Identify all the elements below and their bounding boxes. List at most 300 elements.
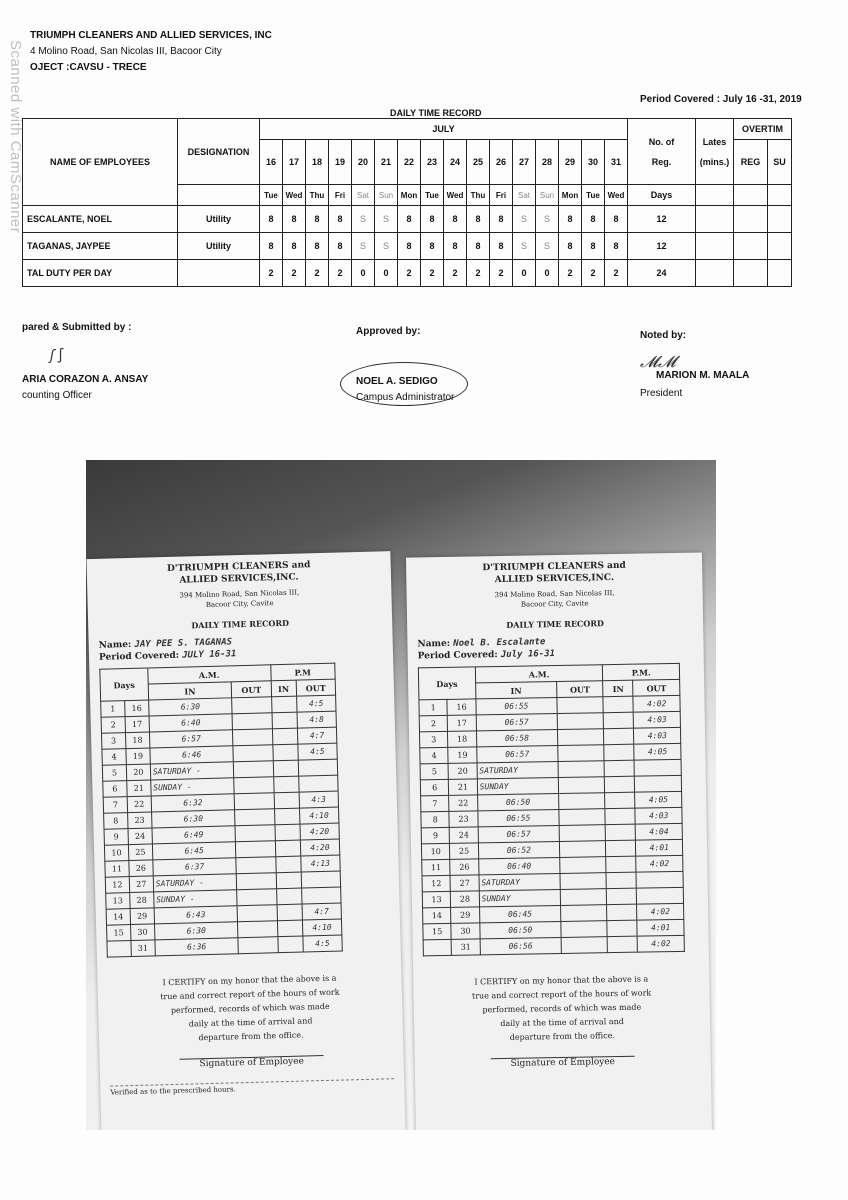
hours-cell: 8 xyxy=(559,206,582,233)
card-cell: 06:40 xyxy=(478,857,560,874)
date-26: 26 xyxy=(490,140,513,185)
hours-cell: 8 xyxy=(306,206,329,233)
card-cell: 18 xyxy=(448,731,477,747)
card-cell: 22 xyxy=(127,796,151,813)
card-cell: 25 xyxy=(450,843,479,859)
card-cell: 28 xyxy=(130,892,154,909)
card-cell: 7 xyxy=(103,797,127,814)
card-cell: SUNDAY - xyxy=(150,778,234,796)
card-cell xyxy=(237,873,277,890)
hours-cell: 8 xyxy=(444,233,467,260)
noted-role: President xyxy=(640,388,683,399)
approved-label: Approved by: xyxy=(356,326,421,337)
card-cell xyxy=(560,857,607,874)
card-cell: 4 xyxy=(420,747,449,763)
card-cell: 15 xyxy=(107,925,131,942)
date-17: 17 xyxy=(283,140,306,185)
prepared-role: counting Officer xyxy=(22,390,92,401)
total-ot-reg xyxy=(734,260,768,287)
col-lates-header: Lates (mins.) xyxy=(696,119,734,185)
total-cell: 0 xyxy=(536,260,559,287)
card-out-header: OUT xyxy=(296,679,336,696)
hours-cell: 8 xyxy=(283,233,306,260)
weekday-25: Thu xyxy=(467,185,490,206)
card-cell: 4:20 xyxy=(300,839,340,856)
card-cell: 30 xyxy=(451,923,480,939)
weekday-18: Thu xyxy=(306,185,329,206)
card-cell: 24 xyxy=(450,827,479,843)
card-cell: 24 xyxy=(128,828,152,845)
hours-cell: 8 xyxy=(260,233,283,260)
weekday-20: Sat xyxy=(352,185,375,206)
card-am-header: A.M. xyxy=(148,665,271,684)
card-cell: SUNDAY xyxy=(479,889,561,906)
card-day-row xyxy=(423,935,684,956)
card-cell: 8 xyxy=(104,813,128,830)
card-cell: 18 xyxy=(125,732,149,749)
card-cell xyxy=(237,905,277,922)
card-address-line2: Bacoor City, Cavite xyxy=(520,599,589,609)
total-cell: 2 xyxy=(559,260,582,287)
total-cell: 2 xyxy=(605,260,628,287)
card-cell: 06:57 xyxy=(478,825,560,842)
card-cell: 06:57 xyxy=(476,714,558,731)
card-cell: 6:57 xyxy=(149,730,233,748)
card-period-value: JULY 16-31 xyxy=(182,649,237,661)
reg-days: 12 xyxy=(628,206,696,233)
weekday-16: Tue xyxy=(260,185,283,206)
card-cell: 4:7 xyxy=(297,727,337,744)
card-cell xyxy=(232,697,272,714)
card-cell: 10 xyxy=(421,843,450,859)
card-cell xyxy=(607,904,637,921)
card-cell xyxy=(233,729,273,746)
ot-su-cell xyxy=(768,206,792,233)
total-days: 24 xyxy=(628,260,696,287)
card-cell: 6:43 xyxy=(154,906,238,924)
card-cell xyxy=(273,760,299,777)
total-lates xyxy=(696,260,734,287)
card-cell: 4:02 xyxy=(636,855,683,872)
approved-role: Campus Administrator xyxy=(356,392,455,403)
card-cert-line: daily at the time of arrival and xyxy=(500,1016,624,1029)
card-cell: 4:02 xyxy=(638,935,685,952)
card-cell xyxy=(561,937,608,954)
card-cell: 8 xyxy=(421,811,450,827)
card-in-header: IN xyxy=(603,680,633,697)
card-in-header: IN xyxy=(475,682,557,699)
card-cell xyxy=(274,792,300,809)
card-cell: 23 xyxy=(127,812,151,829)
card-period-label: Period Covered: xyxy=(417,650,498,662)
card-cert-line: true and correct report of the hours of work xyxy=(160,987,340,1002)
employee-designation: Utility xyxy=(178,206,260,233)
card-cell: SATURDAY xyxy=(479,873,561,890)
hours-cell: S xyxy=(536,206,559,233)
card-cell: 13 xyxy=(422,891,451,907)
card-cell: 4:10 xyxy=(299,807,339,824)
card-cell: SATURDAY xyxy=(477,762,559,779)
card-cert-line: departure from the office. xyxy=(509,1031,616,1042)
noted-name: MARION M. MAALA xyxy=(656,370,750,381)
col-no-of-header: No. of Reg. xyxy=(628,119,696,185)
hours-cell: S xyxy=(513,206,536,233)
card-cell xyxy=(604,744,634,761)
card-cell xyxy=(605,776,635,793)
card-cell xyxy=(275,856,301,873)
prepared-name: ARIA CORAZON A. ANSAY xyxy=(22,374,149,385)
card-cell: 26 xyxy=(129,860,153,877)
card-cell xyxy=(272,728,298,745)
lates-cell xyxy=(696,206,734,233)
card-cell xyxy=(559,841,606,858)
company-name: TRIUMPH CLEANERS AND ALLIED SERVICES, INC xyxy=(30,30,272,41)
hours-cell: 8 xyxy=(582,206,605,233)
card-cell: 4 xyxy=(102,749,126,766)
card-cell xyxy=(635,775,682,792)
card-cert-line: performed, records of which was made xyxy=(482,1002,642,1015)
card-cell: 4:03 xyxy=(634,711,681,728)
card-time-table xyxy=(99,663,342,958)
card-cell xyxy=(604,712,634,729)
hours-cell: 8 xyxy=(559,233,582,260)
total-cell: 2 xyxy=(421,260,444,287)
hours-cell: 8 xyxy=(306,233,329,260)
hours-cell: 8 xyxy=(605,206,628,233)
card-cell: 23 xyxy=(449,811,478,827)
total-cell: 2 xyxy=(260,260,283,287)
card-cell: 4:01 xyxy=(637,919,684,936)
card-cell: 17 xyxy=(448,715,477,731)
date-28: 28 xyxy=(536,140,559,185)
card-title: DAILY TIME RECORD xyxy=(191,617,290,631)
time-record-table xyxy=(22,118,792,287)
card-cell: 1 xyxy=(101,701,125,718)
total-cell: 2 xyxy=(467,260,490,287)
weekday-24: Wed xyxy=(444,185,467,206)
card-cell: 9 xyxy=(104,829,128,846)
card-cell xyxy=(301,887,341,904)
card-cell: 5 xyxy=(420,763,449,779)
card-pm-header: P.M. xyxy=(603,663,680,680)
total-row xyxy=(23,260,792,287)
card-cell: 12 xyxy=(422,875,451,891)
card-cell xyxy=(276,872,302,889)
card-company-line1: D'TRIUMPH CLEANERS and xyxy=(166,560,311,574)
card-cell xyxy=(276,888,302,905)
card-cell xyxy=(606,824,636,841)
card-cell: SATURDAY - xyxy=(153,874,237,892)
record-title: DAILY TIME RECORD xyxy=(390,108,482,118)
card-cell: 4:7 xyxy=(302,903,342,920)
hours-cell: S xyxy=(375,233,398,260)
card-cell: 6:30 xyxy=(151,810,235,828)
prepared-signature: ʃ∫ xyxy=(48,348,65,364)
hours-cell: 8 xyxy=(467,233,490,260)
card-cell xyxy=(423,939,452,955)
card-cell: 4:01 xyxy=(636,839,683,856)
date-25: 25 xyxy=(467,140,490,185)
project-name: OJECT :CAVSU - TRECE xyxy=(30,62,147,73)
weekday-26: Fri xyxy=(490,185,513,206)
card-cell: 12 xyxy=(105,877,129,894)
card-company-line1: D'TRIUMPH CLEANERS and xyxy=(482,560,626,574)
card-out-header: OUT xyxy=(232,681,272,698)
card-days-header: Days xyxy=(418,667,475,700)
hours-cell: S xyxy=(352,206,375,233)
card-cell: SUNDAY - xyxy=(153,890,237,908)
weekday-28: Sun xyxy=(536,185,559,206)
card-time-table xyxy=(418,663,685,957)
card-cell: 13 xyxy=(106,893,130,910)
card-cell xyxy=(277,936,303,953)
card-cell: 11 xyxy=(422,859,451,875)
card-cell xyxy=(606,840,636,857)
card-cell: 4:20 xyxy=(300,823,340,840)
hours-cell: S xyxy=(513,233,536,260)
col-overtime-header: OVERTIM xyxy=(734,119,792,140)
card-cell xyxy=(558,745,605,762)
total-ot-su xyxy=(768,260,792,287)
weekday-30: Tue xyxy=(582,185,605,206)
card-cell: 15 xyxy=(423,923,452,939)
period-covered: Period Covered : July 16 -31, 2019 xyxy=(640,94,802,105)
card-name-label: Name: xyxy=(417,638,451,650)
card-cell xyxy=(298,759,338,776)
hours-cell: 8 xyxy=(421,233,444,260)
card-cell xyxy=(561,905,608,922)
total-cell: 2 xyxy=(306,260,329,287)
hours-cell: 8 xyxy=(329,233,352,260)
card-cell: 06:55 xyxy=(476,698,558,715)
card-cell xyxy=(298,775,338,792)
card-pm-header: P.M xyxy=(270,663,335,681)
card-cert-line: performed, records of which was made xyxy=(170,1001,330,1016)
card-cell: 31 xyxy=(451,939,480,955)
total-cell: 2 xyxy=(329,260,352,287)
card-verified: Verified as to the prescribed hours. xyxy=(110,1078,394,1096)
card-cell xyxy=(559,793,606,810)
card-cell xyxy=(233,745,273,762)
card-period-label: Period Covered: xyxy=(98,650,180,663)
card-cell xyxy=(637,887,684,904)
card-cell xyxy=(608,936,638,953)
card-cell xyxy=(235,809,275,826)
card-cell: 27 xyxy=(450,875,479,891)
month-header: JULY xyxy=(260,119,628,140)
card-title: DAILY TIME RECORD xyxy=(506,618,605,630)
card-cell: 29 xyxy=(130,908,154,925)
card-cell xyxy=(607,920,637,937)
employee-name: TAGANAS, JAYPEE xyxy=(23,233,178,260)
card-cell: 31 xyxy=(131,940,155,957)
card-cell: 11 xyxy=(105,861,129,878)
card-company-line2: ALLIED SERVICES,INC. xyxy=(494,573,615,586)
card-cell xyxy=(559,825,606,842)
card-cell: 29 xyxy=(451,907,480,923)
card-company-line2: ALLIED SERVICES,INC. xyxy=(179,572,299,586)
card-cell xyxy=(560,889,607,906)
weekday-29: Mon xyxy=(559,185,582,206)
card-cell xyxy=(237,889,277,906)
card-cell: 06:50 xyxy=(477,793,559,810)
card-cell xyxy=(604,760,634,777)
col-designation-header: DESIGNATION xyxy=(178,119,260,185)
card-cell: 16 xyxy=(125,700,149,717)
card-cell xyxy=(275,840,301,857)
card-cell xyxy=(277,920,303,937)
card-cell xyxy=(236,857,276,874)
employee-row xyxy=(23,233,792,260)
date-20: 20 xyxy=(352,140,375,185)
card-cell: 4:5 xyxy=(296,695,336,712)
total-cell: 2 xyxy=(283,260,306,287)
card-cell xyxy=(274,824,300,841)
card-cell: 06:55 xyxy=(478,809,560,826)
hours-cell: 8 xyxy=(398,233,421,260)
card-cell: 19 xyxy=(126,748,150,765)
card-cell: 6:30 xyxy=(154,922,238,940)
card-cell xyxy=(607,888,637,905)
lates-cell xyxy=(696,233,734,260)
card-cell: 16 xyxy=(447,699,476,715)
card-cell: 4:02 xyxy=(637,903,684,920)
hours-cell: 8 xyxy=(490,233,513,260)
card-cell: 6:40 xyxy=(149,714,233,732)
card-cell xyxy=(238,921,278,938)
hours-cell: S xyxy=(536,233,559,260)
card-signature-label: Signature of Employee xyxy=(179,1055,324,1070)
card-cell xyxy=(561,921,608,938)
total-cell: 2 xyxy=(490,260,513,287)
card-cell: 6:32 xyxy=(151,794,235,812)
ot-su-cell xyxy=(768,233,792,260)
card-cert-line: daily at the time of arrival and xyxy=(188,1016,313,1029)
col-ot-su-header: SU xyxy=(768,140,792,185)
card-cell: 4:03 xyxy=(635,807,682,824)
card-cell: 26 xyxy=(450,859,479,875)
card-cell xyxy=(634,759,681,776)
card-cell: 22 xyxy=(449,795,478,811)
card-cell: 06:56 xyxy=(480,937,562,954)
card-cell: 6:30 xyxy=(148,698,232,716)
card-address-line1: 394 Molino Road, San Nicolas III, xyxy=(179,588,300,600)
company-address: 4 Molino Road, San Nicolas III, Bacoor City xyxy=(30,46,222,57)
card-cell: 4:05 xyxy=(634,743,681,760)
weekday-21: Sun xyxy=(375,185,398,206)
card-cell: 06:57 xyxy=(476,746,558,763)
card-cell xyxy=(272,712,298,729)
col-ot-reg-header: REG xyxy=(734,140,768,185)
card-cell xyxy=(274,808,300,825)
total-cell: 2 xyxy=(444,260,467,287)
card-in-header: IN xyxy=(271,680,297,697)
card-cell: 3 xyxy=(101,733,125,750)
card-cell: 4:8 xyxy=(297,711,337,728)
hours-cell: 8 xyxy=(582,233,605,260)
date-19: 19 xyxy=(329,140,352,185)
date-30: 30 xyxy=(582,140,605,185)
date-29: 29 xyxy=(559,140,582,185)
card-cell: SATURDAY - xyxy=(150,762,234,780)
card-cell: 6:49 xyxy=(152,826,236,844)
card-cell: 21 xyxy=(127,780,151,797)
card-cell: 4:02 xyxy=(633,695,680,712)
card-cert-line: departure from the office. xyxy=(198,1030,304,1043)
card-cert-line: I CERTIFY on my honor that the above is a xyxy=(474,974,649,987)
card-cell xyxy=(238,937,278,954)
card-cell: 4:13 xyxy=(301,855,341,872)
card-cell xyxy=(605,808,635,825)
date-27: 27 xyxy=(513,140,536,185)
card-signature-label: Signature of Employee xyxy=(490,1056,635,1070)
card-cell: 06:58 xyxy=(476,730,558,747)
card-cell: 6:37 xyxy=(153,858,237,876)
card-cell: 7 xyxy=(421,795,450,811)
noted-label: Noted by: xyxy=(640,330,687,341)
total-cell: 0 xyxy=(513,260,536,287)
reg-days: 12 xyxy=(628,233,696,260)
hours-cell: 8 xyxy=(444,206,467,233)
approved-name: NOEL A. SEDIGO xyxy=(356,376,438,387)
card-cert-line: I CERTIFY on my honor that the above is a xyxy=(162,973,337,988)
dtr-cards-photo xyxy=(86,460,716,1130)
card-cell: 3 xyxy=(419,731,448,747)
date-31: 31 xyxy=(605,140,628,185)
card-out-header: OUT xyxy=(633,679,680,696)
total-cell: 0 xyxy=(375,260,398,287)
card-cell: 06:52 xyxy=(478,841,560,858)
date-16: 16 xyxy=(260,140,283,185)
card-cell: 06:45 xyxy=(479,905,561,922)
card-cell: 14 xyxy=(106,909,130,926)
card-cell: SUNDAY xyxy=(477,778,559,795)
weekday-23: Tue xyxy=(421,185,444,206)
employee-designation: Utility xyxy=(178,233,260,260)
card-name-value: Noel B. Escalante xyxy=(453,637,546,649)
date-18: 18 xyxy=(306,140,329,185)
card-cell: 9 xyxy=(421,827,450,843)
card-cell: 30 xyxy=(130,924,154,941)
card-cell xyxy=(560,873,607,890)
hours-cell: 8 xyxy=(260,206,283,233)
weekday-22: Mon xyxy=(398,185,421,206)
card-cell: 20 xyxy=(126,764,150,781)
weekday-27: Sat xyxy=(513,185,536,206)
card-name-value: JAY PEE S. TAGANAS xyxy=(134,637,233,650)
ot-reg-cell xyxy=(734,206,768,233)
col-days-header: Days xyxy=(628,185,696,206)
card-cell xyxy=(277,904,303,921)
dtr-card-taganas xyxy=(86,551,405,1130)
card-cell xyxy=(234,777,274,794)
card-period-value: July 16-31 xyxy=(500,649,556,660)
card-cell: 4:5 xyxy=(303,935,343,952)
card-cell: 6:46 xyxy=(150,746,234,764)
card-cell: 6 xyxy=(420,779,449,795)
card-cell xyxy=(636,871,683,888)
card-cell xyxy=(301,871,341,888)
total-label: TAL DUTY PER DAY xyxy=(23,260,178,287)
card-cell xyxy=(232,713,272,730)
card-cell: 27 xyxy=(129,876,153,893)
card-cell xyxy=(107,941,131,958)
date-23: 23 xyxy=(421,140,444,185)
card-cell: 21 xyxy=(449,779,478,795)
card-cell: 20 xyxy=(448,763,477,779)
card-cell: 2 xyxy=(419,715,448,731)
card-in-header: IN xyxy=(148,682,232,700)
